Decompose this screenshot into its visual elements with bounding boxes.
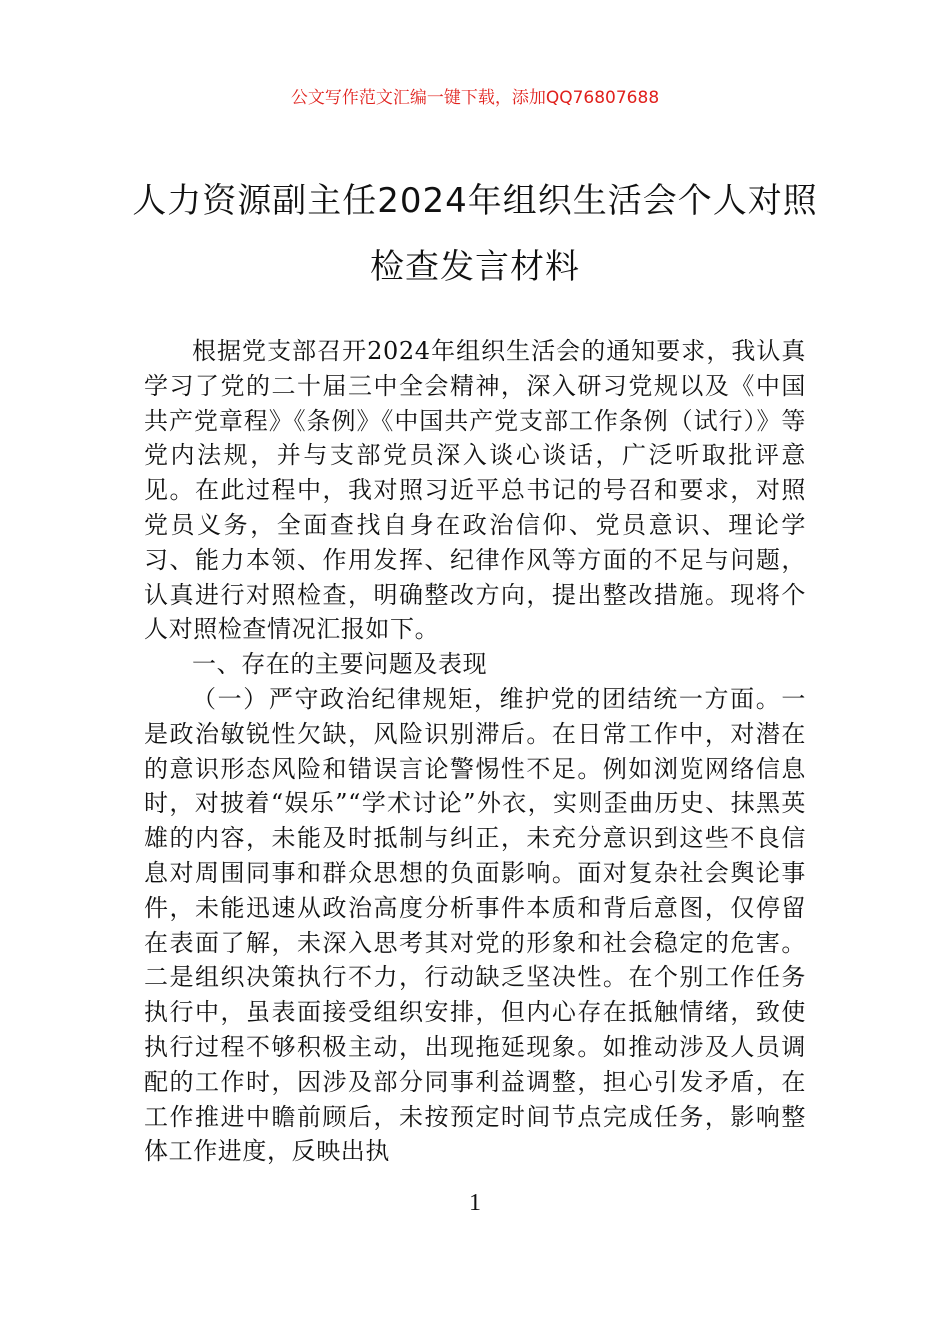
page-number: 1 <box>469 1190 481 1216</box>
document-body <box>144 334 806 1169</box>
section-heading: 一、存在的主要问题及表现 <box>192 650 488 679</box>
body-paragraph: （一）严守政治纪律规矩，维护党的团结统一方面。一是政治敏锐性欠缺，风险识别滞后。在日常工作中，对潜在的意识形态风险和错误言论警惕性不足。例如浏览网络信息时，对披着“娱乐”“学术讨论”外衣，实则歪曲历史、抹黑英雄的内容，未能及时抵制与纠正，未充分意识到这些不良信息对周围同事和群众思想的负面影响。面对复杂社会舆论事件，未能迅速从政治高度分析事件本质和背后意图，仅停留在表面了解，未深入思考其对党的形象和社会稳定的危害。二是组织决策执行不力，行动缺乏坚决性。在个别工作任务执行中，虽表面接受组织安排，但内心存在抵触情绪，致使执行过程不够积极主动，出现拖延现象。如推动涉及人员调配的工作时，因涉及部分同事利益调整，担心引发矛盾，在工作推进中瞻前顾后，未按预定时间节点完成任务，影响整体工作进度，反映出执 <box>144 684 806 1166</box>
document-title: 人力资源副主任2024年组织生活会个人对照检查发言材料 <box>132 181 818 287</box>
download-watermark: 公文写作范文汇编一键下载，添加QQ76807688 <box>290 88 660 108</box>
intro-paragraph: 根据党支部召开2024年组织生活会的通知要求，我认真学习了党的二十届三中全会精神，深入研习党规以及《中国共产党章程》《条例》《中国共产党支部工作条例（试行）》等党内法规，并与支部党员深入谈心谈话，广泛听取批评意见。在此过程中，我对照习近平总书记的号召和要求，对照党员义务，全面查找自身在政治信仰、党员意识、理论学习、能力本领、作用发挥、纪律作风等方面的不足与问题，认真进行对照检查，明确整改方向，提出整改措施。现将个人对照检查情况汇报如下。 <box>144 337 806 644</box>
